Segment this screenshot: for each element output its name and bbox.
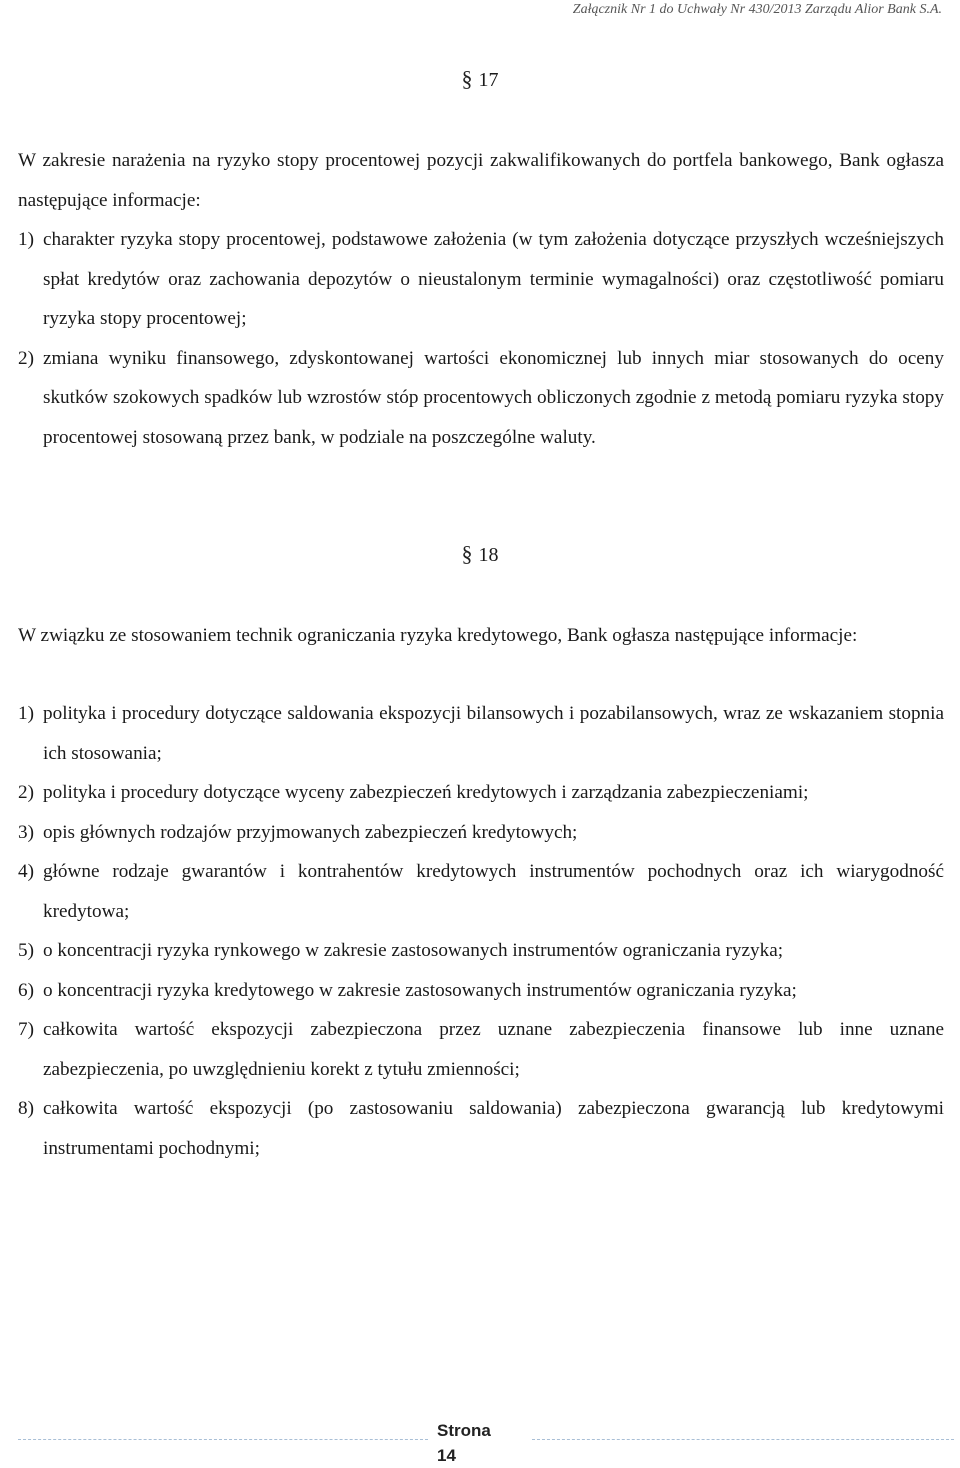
list-item: [18, 931, 944, 971]
page-number-value: 14: [437, 1446, 456, 1465]
list-item-text: o koncentracji ryzyka rynkowego w zakresie zastosowanych instrumentów ograniczania ryzyka;: [43, 940, 784, 961]
section-17-title: [0, 66, 960, 92]
list-item-number: 2): [18, 347, 34, 369]
section-18-title: [0, 541, 960, 567]
document-header: Załącznik Nr 1 do Uchwały Nr 430/2013 Zarządu Alior Bank S.A.: [572, 2, 942, 17]
list-item-number: 1): [18, 703, 34, 724]
footer-rule-right: [532, 1439, 954, 1440]
page-footer: [0, 1418, 960, 1465]
section-symbol: §: [461, 66, 473, 91]
list-item: [18, 1089, 944, 1168]
list-item: [18, 694, 944, 773]
list-item-text: o koncentracji ryzyka kredytowego w zakresie zastosowanych instrumentów ograniczania ryzyka;: [43, 979, 797, 1001]
list-item-number: 1): [18, 229, 34, 250]
section-number: 17: [478, 69, 499, 91]
list-item-number: 2): [18, 782, 34, 803]
section-18-list: [18, 694, 944, 1168]
list-item-text: polityka i procedury dotyczące saldowania ekspozycji bilansowych i pozabilansowych, wraz ze wskazaniem stopnia ich stosowania;: [43, 703, 944, 764]
footer-rule-left: [18, 1439, 428, 1440]
list-item-text: polityka i procedury dotyczące wyceny zabezpieczeń kredytowych i zarządzania zabezpieczeniami;: [43, 782, 809, 803]
section-number: 18: [478, 544, 499, 566]
section-symbol: §: [461, 541, 473, 566]
section-17-list: [18, 220, 944, 457]
page-label: Strona: [437, 1421, 491, 1440]
list-item: [18, 852, 944, 931]
list-item: [18, 813, 944, 853]
list-item-number: 8): [18, 1098, 34, 1119]
section-17-intro: W zakresie narażenia na ryzyko stopy procentowej pozycji zakwalifikowanych do portfela bankowego, Bank ogłasza następujące informacje:: [18, 150, 944, 211]
list-item-number: 4): [18, 861, 34, 882]
list-item-number: 5): [18, 940, 34, 961]
list-item: [18, 773, 944, 813]
section-18-intro: W związku ze stosowaniem technik ograniczania ryzyka kredytowego, Bank ogłasza następujące informacje:: [18, 625, 858, 646]
list-item-text: całkowita wartość ekspozycji zabezpieczona przez uznane zabezpieczenia finansowe lub inne uznane zabezpieczenia, po uwzględnieniu korekt z tytułu zmienności;: [43, 1019, 944, 1080]
list-item-number: 7): [18, 1019, 34, 1040]
list-item-text: zmiana wyniku finansowego, zdyskontowanej wartości ekonomicznej lub innych miar stosowanych do oceny skutków szokowych spadków lub wzrostów stóp procentowych obliczonych zgodnie z metodą pomiaru ryzyka stopy procentowej stosowaną przez bank, w podziale na poszczególne waluty.: [43, 347, 944, 448]
list-item: [18, 220, 944, 339]
list-item: [18, 1010, 944, 1089]
list-item-text: całkowita wartość ekspozycji (po zastosowaniu saldowania) zabezpieczona gwarancją lub kredytowymi instrumentami pochodnymi;: [43, 1098, 944, 1159]
list-item: [18, 971, 944, 1011]
list-item-number: 6): [18, 979, 34, 1001]
list-item: [18, 339, 944, 458]
list-item-text: opis głównych rodzajów przyjmowanych zabezpieczeń kredytowych;: [43, 821, 578, 843]
list-item-number: 3): [18, 821, 34, 843]
list-item-text: charakter ryzyka stopy procentowej, podstawowe założenia (w tym założenia dotyczące przyszłych wcześniejszych spłat kredytów oraz zachowania depozytów o nieustalonym terminie wymagalności) oraz częstotliwość pomiaru ryzyka stopy procentowej;: [43, 229, 944, 329]
list-item-text: główne rodzaje gwarantów i kontrahentów kredytowych instrumentów pochodnych oraz ich wiarygodność kredytowa;: [43, 861, 944, 922]
